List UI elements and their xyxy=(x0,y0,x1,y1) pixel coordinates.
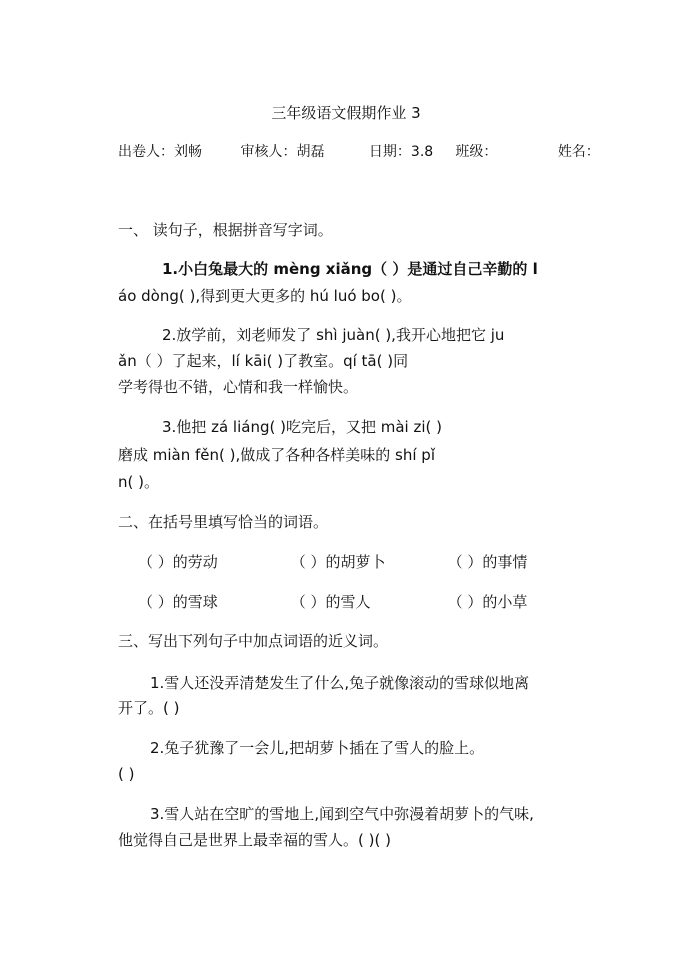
s2-row2 xyxy=(138,592,578,612)
s2-row1-item3: （ ）的事情 xyxy=(447,553,528,571)
s1-q1-line2: áo dòng( ),得到更大更多的 hú luó bo( )。 xyxy=(118,287,412,305)
s3-q3-line1: 3.雪人站在空旷的雪地上,闻到空气中弥漫着胡萝卜的气味, xyxy=(150,805,534,823)
s3-q1-line1: 1.雪人还没弄清楚发生了什么,兔子就像滚动的雪球似地离 xyxy=(150,674,530,692)
s1-q1-text1: 1.小白兔最大的 mèng xiǎng（ ）是通过自己辛勤的 l xyxy=(162,260,538,278)
s3-q1-line2: 开了。( ) xyxy=(118,699,180,717)
author-label: 出卷人：刘畅 xyxy=(118,144,202,160)
s2-row1-item2: （ ）的胡萝卜 xyxy=(290,553,386,571)
meta-row xyxy=(118,142,600,162)
s1-q3-line1: 3.他把 zá liáng( )吃完后，又把 mài zi( ) xyxy=(162,418,442,436)
s1-q3-line3: n( )。 xyxy=(118,473,159,491)
s1-q2-line2: ǎn（ ）了起来，lí kāi( )了教室。qí tā( )同 xyxy=(118,352,409,370)
s2-row1-item1: （ ）的劳动 xyxy=(138,553,218,571)
s1-q2-line1: 2.放学前，刘老师发了 shì juàn( ),我开心地把它 ju xyxy=(162,326,505,344)
s2-row2-item2: （ ）的雪人 xyxy=(290,593,371,611)
s3-q2-line2: ( ) xyxy=(118,765,135,783)
s3-q3-line2: 他觉得自己是世界上最幸福的雪人。( )( ) xyxy=(118,831,391,849)
s3-q2-line1: 2.兔子犹豫了一会儿,把胡萝卜插在了雪人的脸上。 xyxy=(150,739,485,757)
name-label: 姓名： xyxy=(557,144,600,160)
s1-q2-line3: 学考得也不错，心情和我一样愉快。 xyxy=(118,378,359,396)
reviewer-label: 审核人：胡磊 xyxy=(240,144,325,160)
s1-q3-line2: 磨成 miàn fěn( ),做成了各种各样美味的 shí pǐ xyxy=(118,446,435,464)
s1-q1-line1 xyxy=(162,259,582,279)
page-title: 三年级语文假期作业 3 xyxy=(271,104,421,122)
date-label: 日期：3.8 xyxy=(368,144,434,160)
s2-row2-item1: （ ）的雪球 xyxy=(138,593,218,611)
s2-row2-item3: （ ）的小草 xyxy=(447,593,528,611)
class-label: 班级： xyxy=(455,144,498,160)
section1-heading: 一、 读句子，根据拼音写字词。 xyxy=(118,221,333,239)
section3-heading: 三、写出下列句子中加点词语的近义词。 xyxy=(118,632,389,650)
section2-heading: 二、在括号里填写恰当的词语。 xyxy=(118,513,329,531)
s2-row1 xyxy=(138,552,578,572)
